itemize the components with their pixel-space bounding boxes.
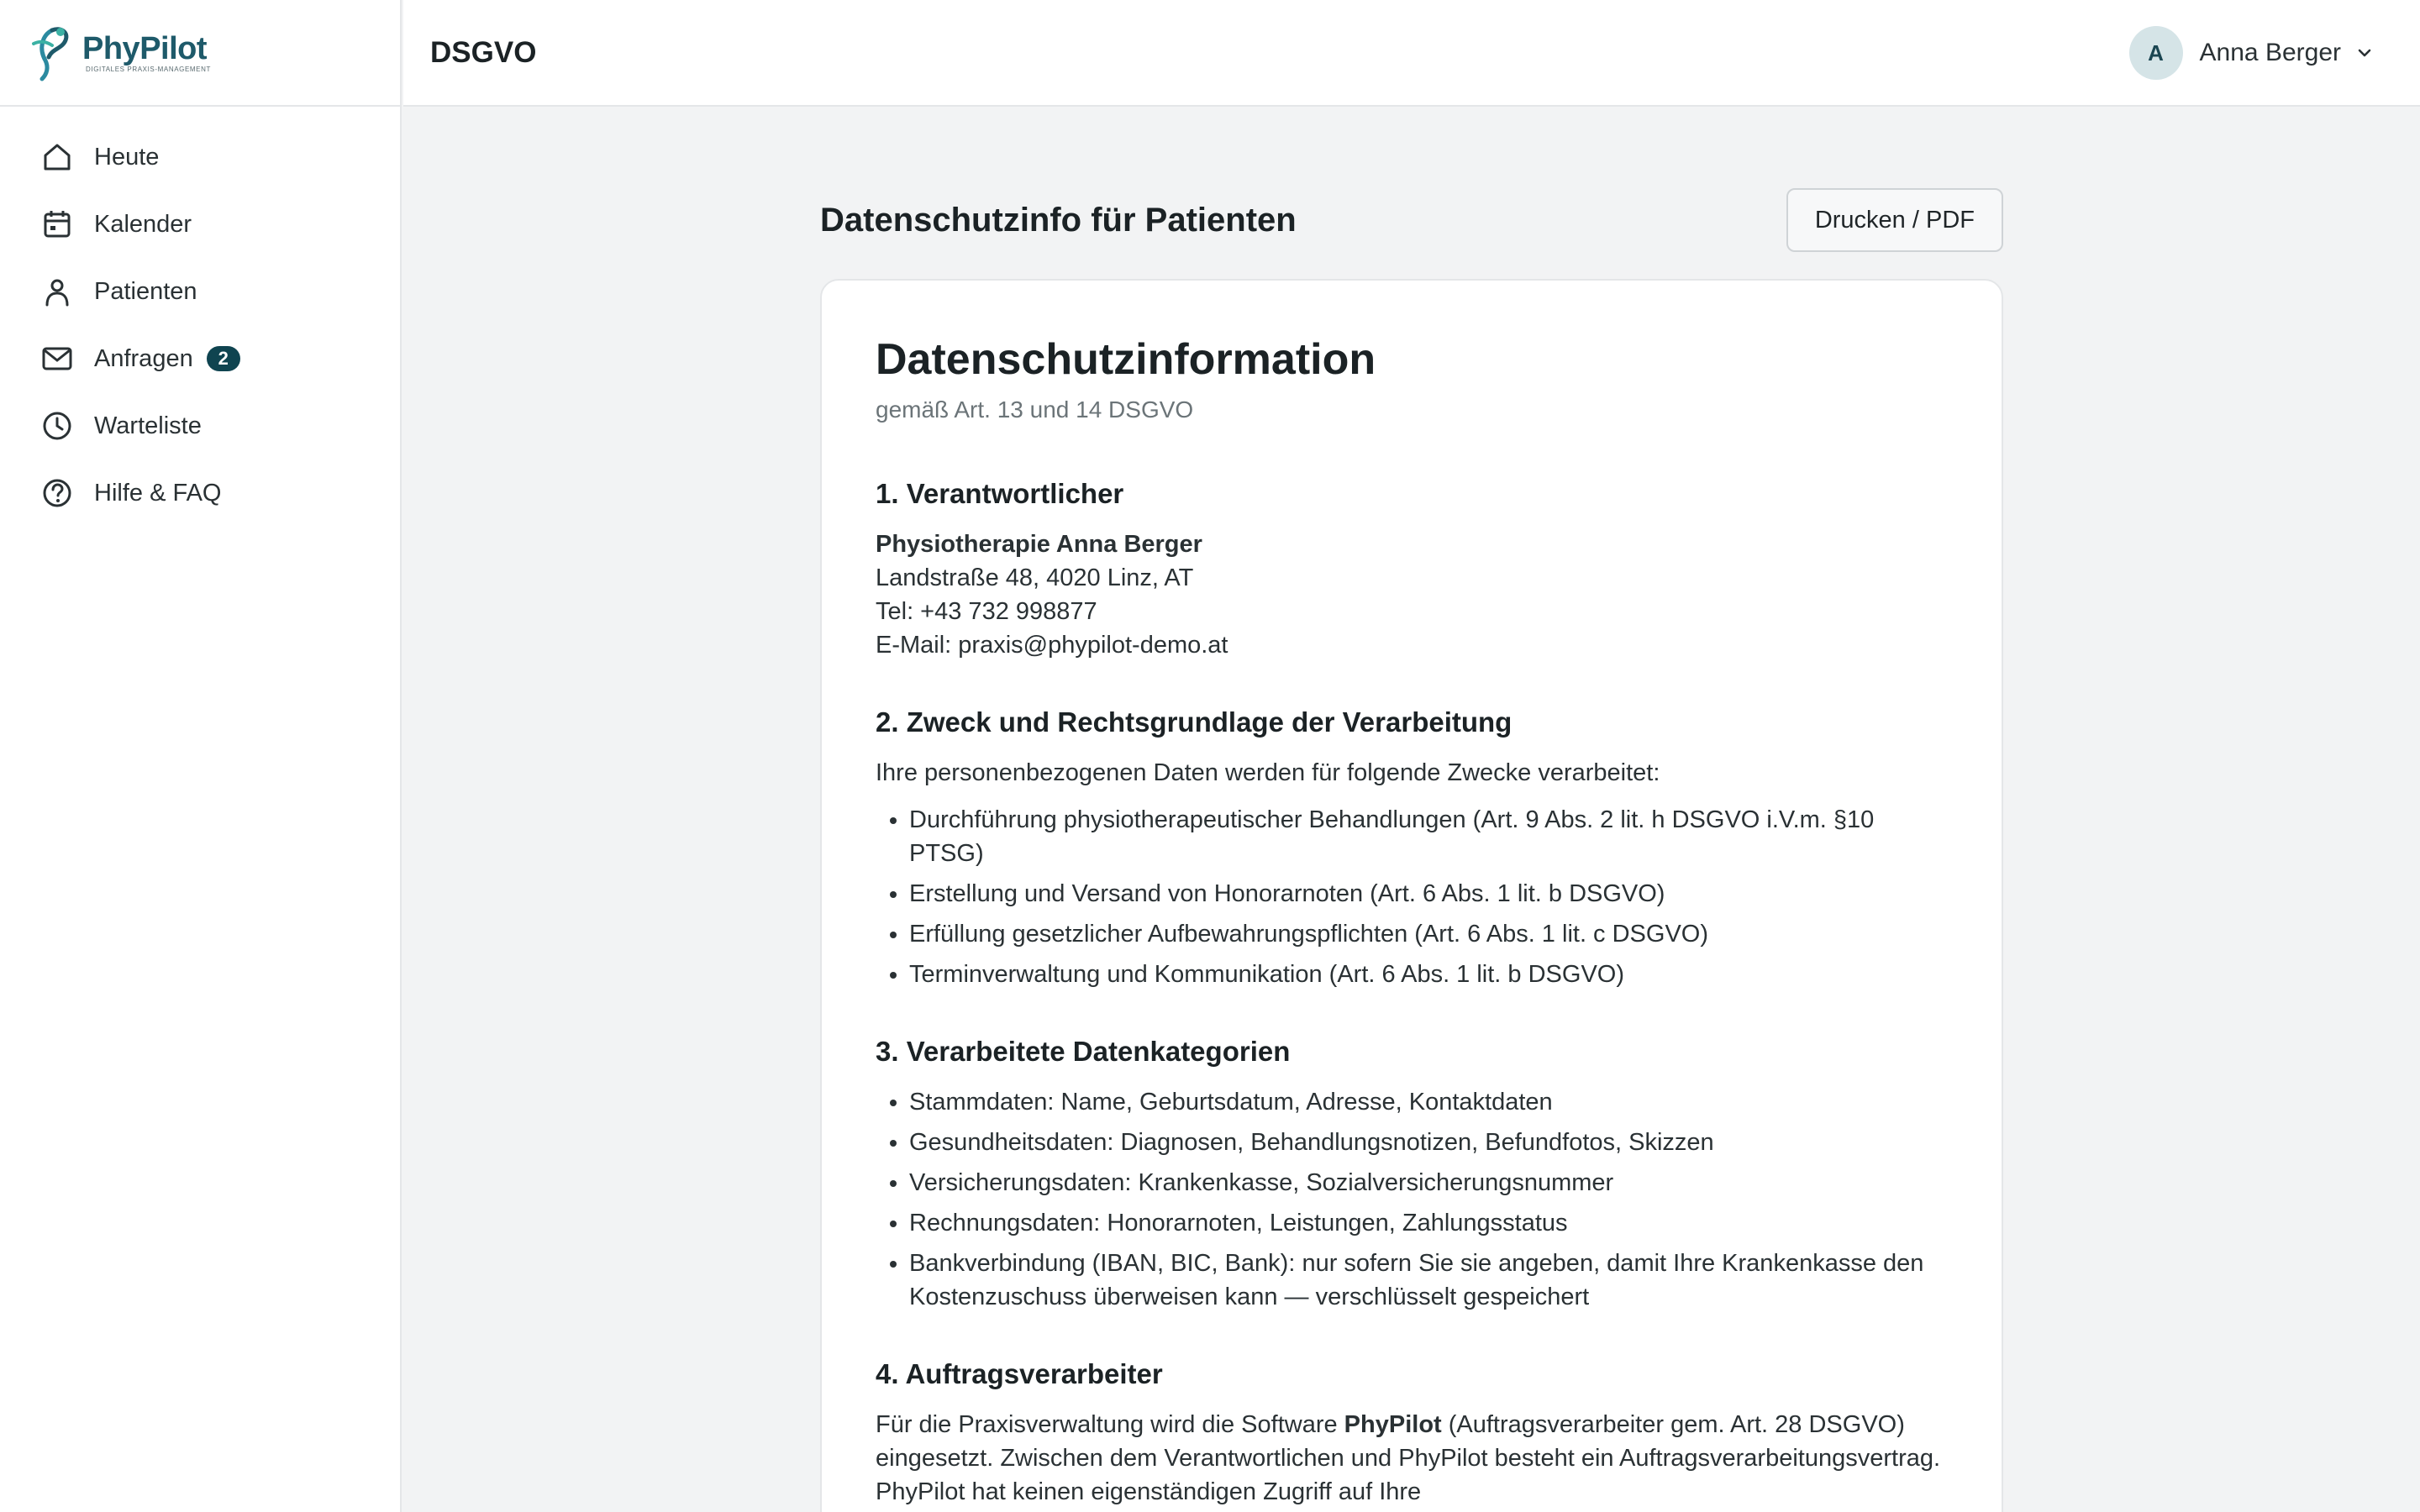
purpose-list — [876, 803, 1948, 991]
sidebar-item-label: Kalender — [94, 210, 192, 238]
controller-email: E-Mail: praxis@phypilot-demo.at — [876, 632, 1228, 659]
list-item: • Gesundheitsdaten: Diagnosen, Behandlungsnotizen, Befundfotos, Skizzen — [909, 1126, 1948, 1159]
section-title: Datenschutzinfo für Patienten — [820, 201, 1297, 239]
privacy-document — [820, 279, 2003, 1512]
help-icon — [40, 476, 74, 510]
mail-icon — [40, 342, 74, 375]
sidebar-item-label: Anfragen — [94, 344, 193, 372]
avatar: A — [2129, 26, 2183, 80]
section-processors — [876, 1357, 1948, 1509]
print-pdf-button[interactable]: Drucken / PDF — [1786, 188, 2003, 252]
sidebar — [0, 0, 402, 1512]
section-intro: Ihre personenbezogenen Daten werden für folgende Zwecke verarbeitet: — [876, 759, 1660, 786]
sidebar-item-hilfe[interactable] — [0, 459, 400, 527]
clock-icon — [40, 409, 74, 443]
list-item: • Erstellung und Versand von Honorarnoten (Art. 6 Abs. 1 lit. b DSGVO) — [909, 877, 1948, 911]
sidebar-item-warteliste[interactable] — [0, 392, 400, 459]
controller-phone: Tel: +43 732 998877 — [876, 598, 1097, 625]
person-icon — [40, 275, 74, 308]
document-header — [820, 188, 2003, 252]
sidebar-item-kalender[interactable] — [0, 191, 400, 258]
section-purpose — [876, 706, 1948, 991]
list-item: • Stammdaten: Name, Geburtsdatum, Adresse, Kontaktdaten — [909, 1085, 1948, 1119]
categories-list — [876, 1085, 1948, 1314]
section-heading: 2. Zweck und Rechtsgrundlage der Verarbeitung — [876, 706, 1512, 738]
section-heading: 4. Auftragsverarbeiter — [876, 1358, 1163, 1389]
list-item: • Durchführung physiotherapeutischer Behandlungen (Art. 9 Abs. 2 lit. h DSGVO i.V.m. §10 PTSG) — [909, 803, 1948, 870]
sidebar-item-label: Patienten — [94, 277, 197, 305]
section-data-categories — [876, 1035, 1948, 1314]
section-controller — [876, 477, 1948, 662]
logo[interactable] — [0, 0, 400, 107]
logo-name: PhyPilot — [82, 31, 208, 66]
sidebar-item-label: Heute — [94, 143, 160, 171]
logo-tagline: DIGITALES PRAXIS-MANAGEMENT — [86, 66, 211, 73]
chevron-down-icon — [2353, 41, 2376, 65]
user-menu[interactable] — [2129, 26, 2376, 80]
home-icon — [40, 140, 74, 174]
section-heading: 3. Verarbeitete Datenkategorien — [876, 1036, 1291, 1067]
user-name: Anna Berger — [2199, 39, 2341, 66]
sidebar-item-patienten[interactable] — [0, 258, 400, 325]
document-title: Datenschutzinformation — [876, 335, 1376, 384]
top-bar — [403, 0, 2420, 107]
list-item: • Versicherungsdaten: Krankenkasse, Sozialversicherungsnummer — [909, 1166, 1948, 1200]
page-title: DSGVO — [430, 35, 537, 69]
section-heading: 1. Verantwortlicher — [876, 478, 1124, 509]
list-item: • Bankverbindung (IBAN, BIC, Bank): nur sofern Sie sie angeben, damit Ihre Krankenkasse den Kostenzuschuss überweisen kann — verschlüsselt gespeichert — [909, 1247, 1948, 1314]
document-subtitle: gemäß Art. 13 und 14 DSGVO — [876, 396, 1194, 423]
controller-address: Landstraße 48, 4020 Linz, AT — [876, 564, 1194, 591]
sidebar-nav — [0, 107, 400, 527]
calendar-icon — [40, 207, 74, 241]
processor-text-before: Für die Praxisverwaltung wird die Software — [876, 1411, 1344, 1438]
processor-name: PhyPilot — [1344, 1411, 1442, 1438]
sidebar-item-label: Hilfe & FAQ — [94, 479, 222, 507]
processor-text-after: (Auftragsverarbeiter gem. Art. 28 DSGVO) eingesetzt. Zwischen dem Verantwortlichen und PhyPilot besteht ein Auftragsverarbeitungsvertrag. PhyPilot hat keinen eigenständigen Zugriff auf Ihre — [876, 1411, 1941, 1505]
anfragen-badge: 2 — [207, 346, 240, 371]
controller-name: Physiotherapie Anna Berger — [876, 531, 1202, 558]
sidebar-item-heute[interactable] — [0, 123, 400, 191]
list-item: • Terminverwaltung und Kommunikation (Art. 6 Abs. 1 lit. b DSGVO) — [909, 958, 1948, 991]
list-item: • Erfüllung gesetzlicher Aufbewahrungspflichten (Art. 6 Abs. 1 lit. c DSGVO) — [909, 917, 1948, 951]
processor-paragraph — [876, 1408, 1948, 1509]
logo-icon — [27, 24, 79, 82]
sidebar-item-label: Warteliste — [94, 412, 202, 439]
list-item: • Rechnungsdaten: Honorarnoten, Leistungen, Zahlungsstatus — [909, 1206, 1948, 1240]
sidebar-item-anfragen[interactable] — [0, 325, 400, 392]
